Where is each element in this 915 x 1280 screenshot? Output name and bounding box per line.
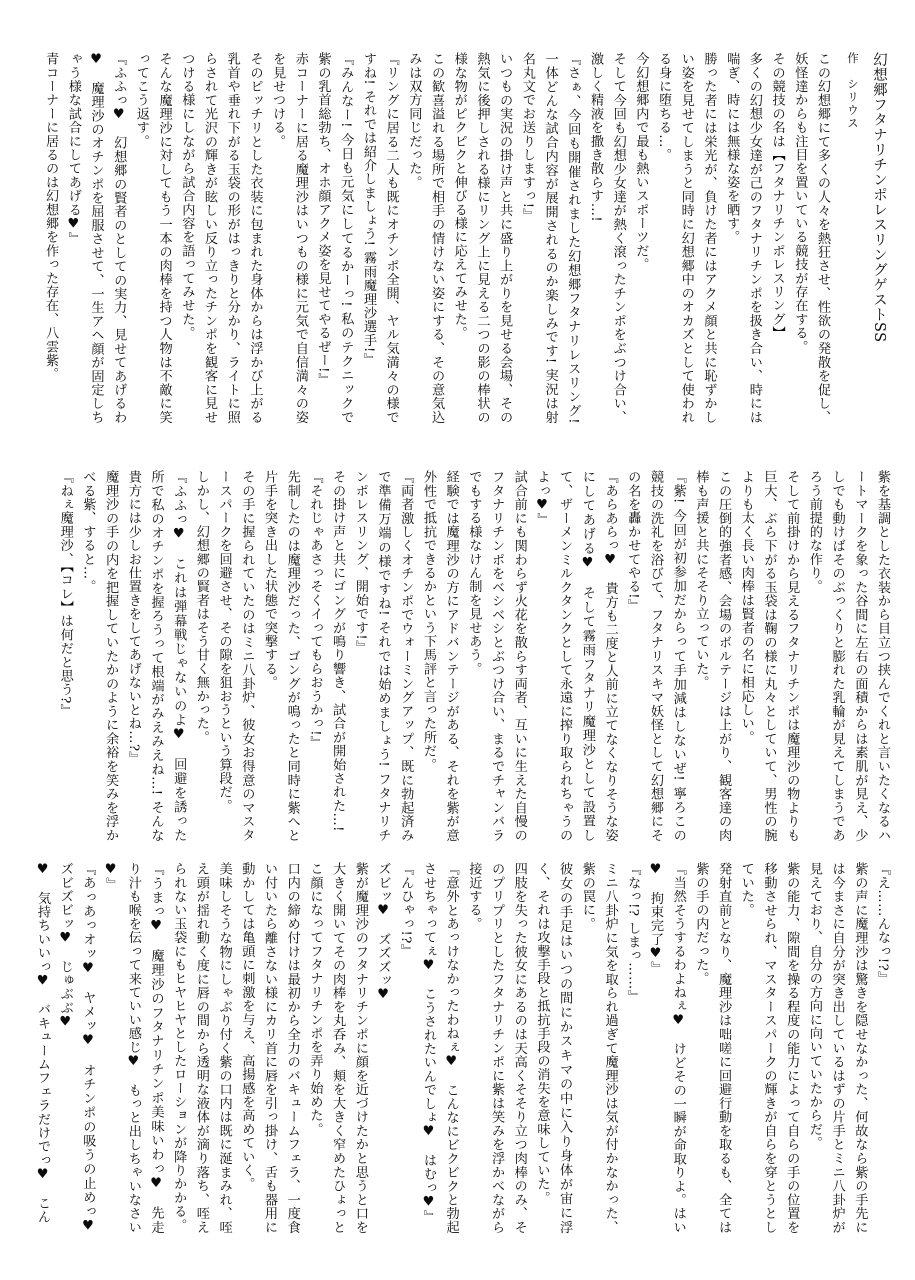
paragraph: その手に握られていたのはミニ八卦炉、彼女お得意のマスタースパークを回避させ、その隙を狙おうという算段だ。 [216,470,255,842]
text-block-two [57,470,893,842]
paragraph: ♥ 気持ちいいっ♥ バキュームフェラだけでっ♥ こん [34,862,50,1224]
paragraph: いつもの実況の掛け声と共に盛り上がりを見せる会場、その熱気に後押しされる様にリング上に見える二つの影の棒状の様な物がピクピクと伸びる様に応えてみせた。 [451,52,513,424]
paragraph: 今幻想郷内で最も熱いスポーツだ。 [633,52,649,272]
paragraph: 紫を基調とした衣装から目立つ挟んでくれと言いたくなるハートマークを象った谷間に左右の面積からは素肌が見え、少しでも動けばそのぶっくりと膨れた乳輪が見えてしまうであろう前提的な作り。 [806,470,890,842]
paragraph: 四肢を失った彼女にあるのは天高くそそり立つ肉棒のみ、そのプリプリとしたフタナリチンポに紫は笑みを浮かべながら接近する。 [466,862,527,1234]
paragraph: 赤コーナーに居る魔理沙はいつもの様に元気で自信満々の姿を見せつける。 [270,52,308,424]
paragraph: 『意外とあっけなかったわねぇ♥ こんなにビクビクと勃起させちゃってぇ♥ こうされたいんでしょ♥ はむっ♥』 [420,862,459,1234]
paragraph: 『それじゃあさっそくイってもらおうかっ!』 [307,470,323,750]
paragraph: 『ふふっ♥ 幻想郷の賢者のとしての実力、見せてあげるわ♥ 魔理沙のオチンポを屈服させて、一生アヘ顔が固定しちゃう様な試合にしてあげる♥』 [65,52,127,424]
paragraph: その掛け声と共にゴングが鳴り響き、試合が開始された…! [330,470,346,832]
paragraph: 美味しそうな物にしゃぶり付く紫の口内は既に涎まみれ、咥え頭が揺れ動く度に唇の間から透明な液体が滴り落ち、咥えられない玉袋にもヒヤヒヤとしたローションが降りかかる。 [171,862,232,1234]
paragraph: ミニ八卦炉に気を取られ過ぎて魔理沙は気が付かなかった、紫の罠に。 [579,862,618,1234]
paragraph: 勝った者には栄光が、負けた者にはアクメ顔と共に恥ずかしい姿を見せてしまうと同時に幻想郷中のオカズとして使われる身に堕ちる…。 [656,52,717,424]
paragraph: 紫の声に魔理沙は驚きを隠せなかった、何故なら紫の手先には今まさに自分が突き出しているはずの片手とミニ八卦炉が見えており、自分の方向に向いていたからだ。 [806,862,868,1234]
paragraph: 『当然そうするわよねぇ♥ けどその一瞬が命取りよ。はい♥ 拘束完了♥』 [647,862,686,1234]
paragraph: この歓喜溢れる場所で相手の情けない姿にする、その意気込みは双方同じだった。 [406,52,445,424]
paragraph: 『さぁ、今回も開催されました幻想郷フタナリレスリング! 一体どんな試合内容が展開されるのか楽しみです! 実況は射名丸文でお送りしますっ!』 [519,52,581,424]
paragraph: 魔理沙の手の内を把握していたかのように余裕を笑みを浮かべる紫、すると…。 [80,470,119,842]
paragraph: 『紫! 今回が初参加だからって手加減はしないぜ! 寧ろこの競技の洗礼を浴びて、フタナリスキマ妖怪として幻想郷にその名を轟かせてやる!』 [625,470,686,842]
paragraph: 試合前にも関わらず火花を散らす両者、互いに生えた自慢のフタナリチンポをベシベシとぶつけ合い、まるでチャンバラでもする様なけん制を見せあう。 [466,470,527,842]
paragraph: そして今回も幻想少女達が熱く滾ったチンポをぶつけ合い、激しく精液を撒き散らす…! [587,52,626,424]
paragraph: 彼女の手足はいつの間にかスキマの中に入り身体が宙に浮く、それは攻撃手段と抵抗手段の消失を意味していた。 [534,862,573,1234]
paragraph: 『なっ!? しまっ……』 [625,862,641,1004]
paragraph: この幻想郷にて多くの人々を熱狂させ、性欲の発散を促し、妖怪達からも注目を置いている競技が存在する。 [792,52,830,424]
paragraph: 『んひゃっ!?』 [398,862,414,958]
text-block-three [34,862,893,1248]
paragraph: 『うまっ♥ 魔理沙のフタナリチンポ美味いわっ♥ 先走り汁も喉を伝って来ていい感じ♥ もっと出しちゃいなさい♥』 [103,862,164,1234]
byline: 作 シリウス [846,52,860,130]
paragraph: しかし、幻想郷の賢者はそう甘く無かった。 [193,470,209,744]
paragraph: 紫の能力、隙間を操る程度の能力によって自らの手の位置を移動させられ、マスタースパークの輝きが自らを穿とうとしていた。 [738,862,800,1234]
title-column [833,52,893,424]
paragraph: 『ねぇ魔理沙、【コレ】は何だと思う?』 [57,470,73,718]
paragraph: 『みんなー! 今日も元気にしてるかーっ! 私のテクニックで紫の乳首総勃ち、オホ顔アクメ姿を見せてやるぜー!』 [315,52,354,424]
paragraph: その競技の名は【フタナリチンポレスリング】 [769,52,785,340]
paragraph: 発射直前となり、魔理沙は咄嗟に回避行動を取るも、全ては紫の手の内だった。 [693,862,732,1234]
paragraph: 先制したのは魔理沙だった、ゴングが鳴ったと同時に紫へと片手を突き出した状態で突撃する。 [262,470,300,842]
paragraph: 『リングに居る二人も既にオチンポ全開、ヤル気満々の様ですね! それでは紹介しましょう! 霧雨魔理沙選手!』 [360,52,399,424]
paragraph: 経験では魔理沙の方にアドバンテージがある、それを紫が意外性で抵抗できるかという下馬評と言った所だ。 [420,470,459,842]
paragraph: 紫が魔理沙のフタナリチンポに顔を近づけたかと思うと口を大きく開いてその肉棒を丸呑み、頬を大きく窄めたひょっとこ顔になってフタナリチンポを弄り始めた。 [307,862,368,1234]
paragraph: 『あらあらっ♥ 貴方も二度と人前に立てなくなりそうな姿にしてあげる♥ そして霧雨フタナリ魔理沙として設置して、ザーメンミルクタンクとして永遠に搾り取られちゃうのよっ♥』 [534,470,618,842]
paragraph: 『あっあっオッ♥ ヤメッ♥ オチンポの吸うの止めっ♥ ズビズビッ♥ じゅぶぶ♥ [57,862,96,1248]
paragraph: そして前掛けから見えるフタナリチンポは魔理沙の物よりも巨大、ぶら下がる玉袋は鞠の様に丸々としていて、男性の腕よりも太く長い肉棒は賢者の名に相応しい。 [738,470,800,842]
paragraph: 青コーナーに居るのは幻想郷を作った存在、八雲紫。 [43,52,59,381]
paragraph: この圧倒的強者感、会場のボルテージは上がり、観客達の肉棒も声援と共にそそり立っていた。 [693,470,732,842]
paragraph: ズビッ♥ ズズズッ♥ [375,862,391,1003]
paragraph: 『ふふっ♥ これは弾幕戦じゃないのよ♥ 回避を誘った所で私のオチンポを握ろうって根端がみえみえね…! そんな貴方には少しお仕置きをしてあげないとね…?』 [125,470,187,842]
text-block-one [43,52,833,424]
paragraph: そんな魔理沙に対してもう一本の肉棒を持つ人物は不敵に笑ってこう返す。 [133,52,172,424]
paragraph: 口内の締め付けは最初から全力のバキュームフェラ、一度食い付いたら離さない様にカリ首に唇を引っ掛け、舌も器用に動かしては亀頭に刺激を与え、高揚感を高めていく。 [239,862,300,1234]
paragraph: そのピッチリとした衣装に包まれた身体からは浮かび上がる乳首や垂れ下がる玉袋の形がはっきりと分かり、ライトに照らされて光沢の輝きが眩しい反り立ったチンポを観客に見せつける様にしながら試合内容を語ってみせた。 [179,52,263,424]
paragraph: 『え……んなっ!?』 [875,862,890,985]
page-title: 幻想郷フタナリチンポレスリングゲストSS [871,52,887,343]
paragraph: 『両者激しくオチンポでウォーミングアップ、既に勃起済みで準備万端の様ですね! それでは始めましょう! フタナリチンポレスリング、開始です!』 [352,470,414,842]
paragraph: 多くの幻想少女達が己のフタナリチンポを扱き合い、時には喘ぎ、時には無様な姿を晒す。 [724,52,762,424]
